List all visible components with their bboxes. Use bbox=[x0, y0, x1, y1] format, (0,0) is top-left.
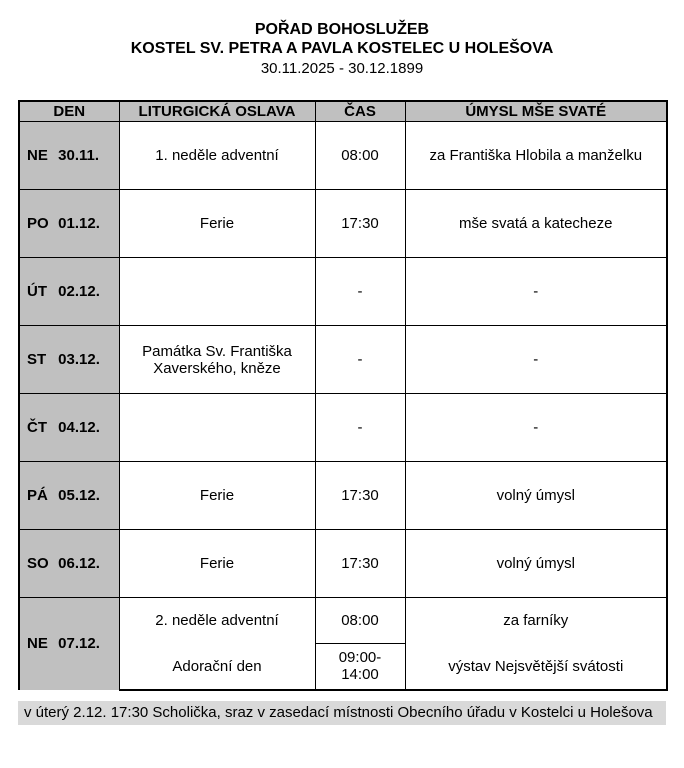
day-date: 01.12. bbox=[58, 215, 100, 232]
celebration-cell bbox=[119, 258, 315, 326]
table-row bbox=[19, 598, 667, 644]
intention-cell: volný úmysl bbox=[405, 462, 667, 530]
day-date: 07.12. bbox=[58, 635, 100, 653]
column-header-cas: ČAS bbox=[315, 101, 405, 122]
day-cell bbox=[19, 462, 119, 530]
header-row bbox=[19, 101, 667, 122]
day-date: 05.12. bbox=[58, 487, 100, 504]
day-date: 03.12. bbox=[58, 351, 100, 368]
celebration-cell: Ferie bbox=[119, 190, 315, 258]
intention-cell: mše svatá a katecheze bbox=[405, 190, 667, 258]
date-range: 30.11.2025 - 30.12.1899 bbox=[260, 60, 424, 77]
celebration-cell: 1. neděle adventní bbox=[119, 122, 315, 190]
table-row bbox=[19, 462, 667, 530]
page-title: POŘAD BOHOSLUŽEB bbox=[254, 21, 430, 38]
time-cell: - bbox=[315, 258, 405, 326]
page-subtitle: KOSTEL SV. PETRA A PAVLA KOSTELEC U HOLEŠOVA bbox=[130, 40, 554, 57]
day-abbr: NE bbox=[27, 147, 48, 164]
day-date: 30.11. bbox=[58, 147, 100, 164]
celebration-cell: Památka Sv. Františka Xaverského, kněze bbox=[119, 326, 315, 394]
intention-cell: - bbox=[405, 326, 667, 394]
day-abbr: ČT bbox=[27, 419, 47, 436]
intention-cell: - bbox=[405, 258, 667, 326]
table-row bbox=[19, 258, 667, 326]
day-date: 06.12. bbox=[58, 555, 100, 572]
column-header-oslava: LITURGICKÁ OSLAVA bbox=[119, 101, 315, 122]
column-header-umysl: ÚMYSL MŠE SVATÉ bbox=[405, 101, 667, 122]
day-abbr: PÁ bbox=[27, 487, 48, 504]
celebration-cell bbox=[119, 394, 315, 462]
intention-cell: - bbox=[405, 394, 667, 462]
schedule-table bbox=[18, 100, 668, 691]
day-abbr: ÚT bbox=[27, 283, 47, 300]
table-row bbox=[19, 122, 667, 190]
time-cell: 17:30 bbox=[315, 530, 405, 598]
time-cell: - bbox=[315, 326, 405, 394]
table-header bbox=[19, 101, 667, 122]
intention-cell: za Františka Hlobila a manželku bbox=[405, 122, 667, 190]
day-abbr: PO bbox=[27, 215, 49, 232]
day-abbr: NE bbox=[27, 635, 48, 653]
table-row bbox=[19, 326, 667, 394]
celebration-cell: Ferie bbox=[119, 530, 315, 598]
table-row bbox=[19, 530, 667, 598]
day-cell bbox=[19, 122, 119, 190]
day-cell bbox=[19, 394, 119, 462]
intention-cell: volný úmysl bbox=[405, 530, 667, 598]
time-cell: 09:00-14:00 bbox=[315, 644, 405, 690]
day-cell bbox=[19, 598, 119, 690]
time-cell: 17:30 bbox=[315, 190, 405, 258]
day-date: 02.12. bbox=[58, 283, 100, 300]
day-cell bbox=[19, 258, 119, 326]
time-cell: 08:00 bbox=[315, 598, 405, 644]
day-cell bbox=[19, 326, 119, 394]
time-cell: 17:30 bbox=[315, 462, 405, 530]
day-cell bbox=[19, 530, 119, 598]
intention-cell: výstav Nejsvětější svátosti bbox=[405, 644, 667, 690]
day-cell bbox=[19, 190, 119, 258]
time-cell: - bbox=[315, 394, 405, 462]
celebration-cell: Adorační den bbox=[119, 644, 315, 690]
day-date: 04.12. bbox=[58, 419, 100, 436]
time-cell: 08:00 bbox=[315, 122, 405, 190]
column-header-den: DEN bbox=[19, 101, 119, 122]
celebration-cell: 2. neděle adventní bbox=[119, 598, 315, 644]
intention-cell: za farníky bbox=[405, 598, 667, 644]
table-body bbox=[19, 122, 667, 690]
day-abbr: ST bbox=[27, 351, 47, 368]
footer-note: v úterý 2.12. 17:30 Scholička, sraz v zasedací místnosti Obecního úřadu v Kostelci u Holešova bbox=[18, 701, 666, 725]
title-block bbox=[18, 20, 666, 78]
table-row bbox=[19, 190, 667, 258]
celebration-cell: Ferie bbox=[119, 462, 315, 530]
table-row bbox=[19, 394, 667, 462]
day-abbr: SO bbox=[27, 555, 49, 572]
